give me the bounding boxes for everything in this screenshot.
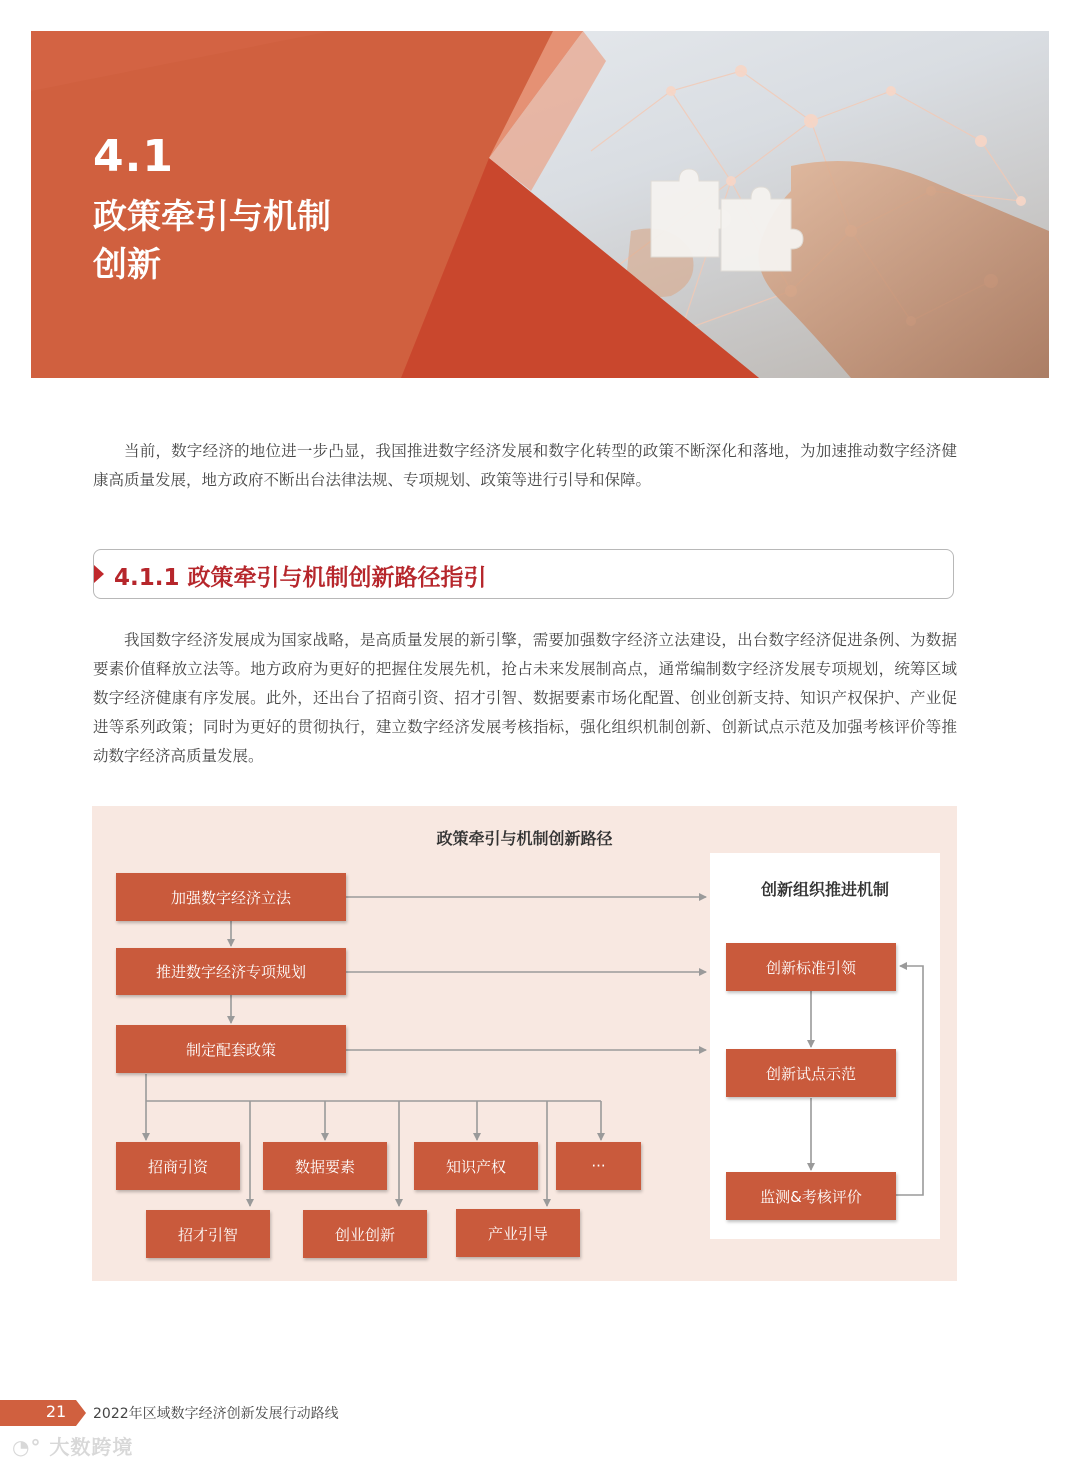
chapter-title: 政策牵引与机制创新 (93, 197, 331, 285)
policy-path-diagram (92, 806, 957, 1281)
step-supporting-policies: 制定配套政策 (116, 1025, 346, 1073)
section-heading (93, 549, 954, 599)
policy-data-elements: 数据要素 (263, 1142, 387, 1190)
policy-more: ··· (556, 1142, 641, 1190)
section-number: 4.1 (93, 131, 174, 182)
step-special-planning: 推进数字经济专项规划 (116, 948, 346, 995)
mechanism-evaluation: 监测&考核评价 (726, 1172, 896, 1220)
policy-industry-guidance: 产业引导 (456, 1209, 580, 1257)
hero-banner (31, 31, 1049, 378)
watermark-logo-icon: ◔° (12, 1435, 42, 1459)
policy-entrepreneurship: 创业创新 (303, 1210, 427, 1258)
intro-paragraph: 当前，数字经济的地位进一步凸显，我国推进数字经济发展和数字化转型的政策不断深化和落地，为加速推动数字经济健康高质量发展，地方政府不断出台法律法规、专项规划、政策等进行引导和保障。 (93, 442, 957, 489)
mechanism-pilot-demo: 创新试点示范 (726, 1049, 896, 1097)
watermark (12, 1431, 133, 1460)
diagram-title: 政策牵引与机制创新路径 (436, 829, 613, 848)
step-legislation: 加强数字经济立法 (116, 873, 346, 921)
footer-doc-title: 2022年区域数字经济创新发展行动路线 (93, 1406, 339, 1422)
watermark-text: 大数跨境 (49, 1435, 134, 1459)
page-number: 21 (45, 1402, 67, 1421)
section-paragraph: 我国数字经济发展成为国家战略，是高质量发展的新引擎，需要加强数字经济立法建设，出台数字经济促进条例、为数据要素价值释放立法等。地方政府为更好的把握住发展先机，抢占未来发展制高点，通常编制数字经济发展专项规划，统筹区域数字经济健康有序发展。此外，还出台了招商引资、招才引智、数据要素市场化配置、创业创新支持、知识产权保护、产业促进等系列政策；同时为更好的贯彻执行，建立数字经济发展考核指标，强化组织机制创新、创新试点示范及加强考核评价等推动数字经济高质量发展。 (93, 631, 957, 765)
mechanism-panel-title: 创新组织推进机制 (760, 880, 889, 899)
mechanism-standard-leading: 创新标准引领 (726, 943, 896, 991)
section-title: 4.1.1 政策牵引与机制创新路径指引 (114, 565, 487, 591)
policy-talent: 招才引智 (146, 1210, 270, 1258)
triangle-marker-icon (94, 565, 104, 583)
policy-ip: 知识产权 (414, 1142, 538, 1190)
policy-investment: 招商引资 (116, 1142, 240, 1190)
